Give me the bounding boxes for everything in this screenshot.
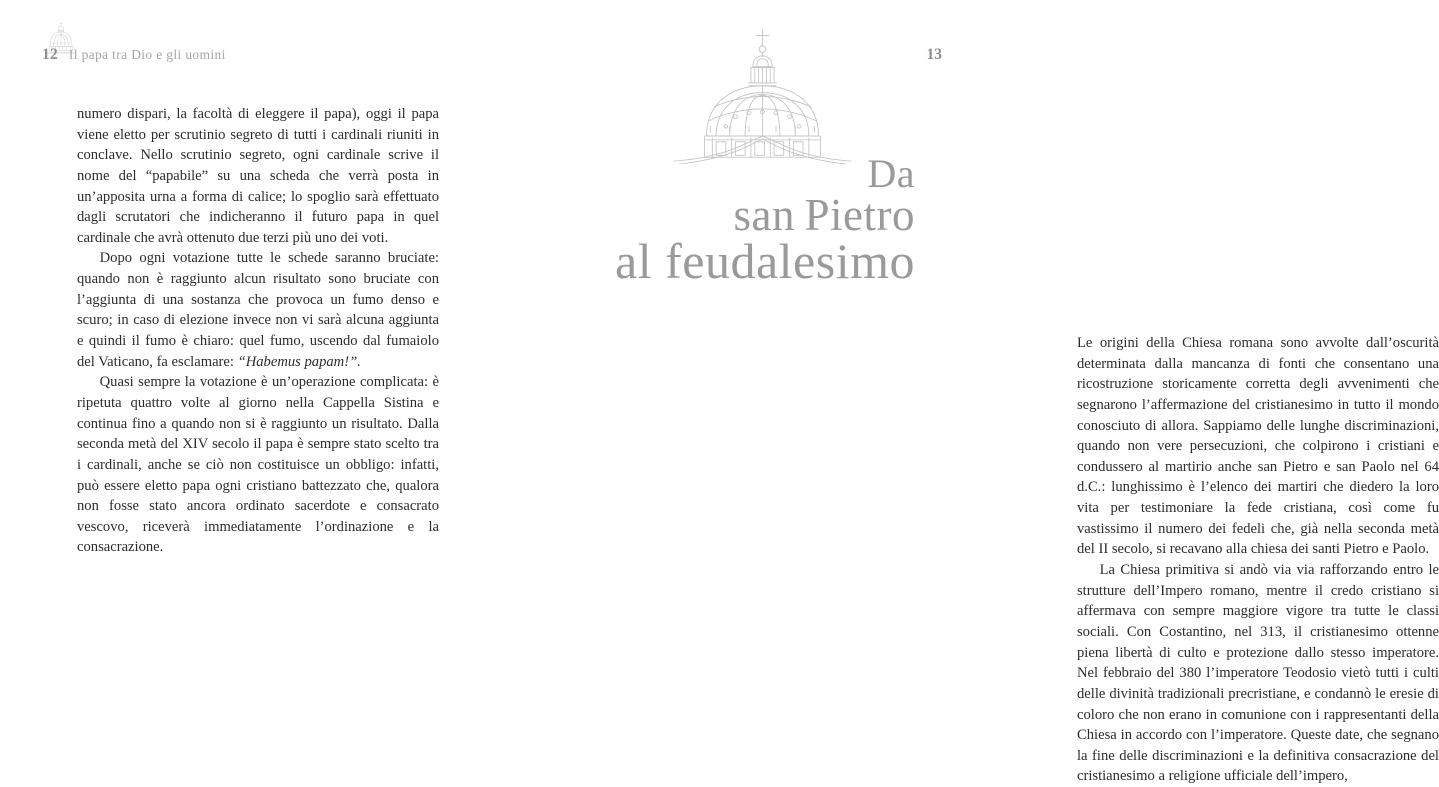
chapter-title-line-2: san Pietro bbox=[733, 189, 915, 240]
paragraph: Le origini della Chiesa romana sono avvolte dall’oscurità determinata dalla mancanza di fonti che consentano una ricostruzione storicamente corretta degli avvenimenti che segnarono l’affermazione del cristianesimo in tutto il mondo conosciuto di allora. Sappiamo delle lunghe discriminazioni, quando non vere persecuzioni, che colpirono i cristiani e condussero al martirio anche san Pietro e san Paolo nel 64 d.C.: lunghissimo è l’elenco dei martiri che diedero la loro vita per testimoniare la fede cristiana, così come fu vastissimo il numero dei fedeli che, già nella seconda metà del II secolo, si recavano alla chiesa dei santi Pietro e Paolo. bbox=[1077, 335, 1439, 558]
right-page bbox=[500, 0, 1439, 785]
body-text-right bbox=[1077, 333, 1439, 787]
chapter-title-line-1: Da bbox=[867, 151, 915, 196]
paragraph: La Chiesa primitiva si andò via via rafforzando entro le strutture dell’Impero romano, mentre il credo cristiano si affermava con sempre maggiore vigore tra tutte le classi sociali. Con Costantino, nel 313, il cristianesimo ottenne piena libertà di culto e protezione dallo stesso imperatore. Nel febbraio del 380 l’imperatore Teodosio vietò tutti i culti delle divinità tradizionali precristiane, e condannò le eresie di coloro che non erano in comunione con i rappresentanti della Chiesa in accordo con l’imperatore. Queste date, che segnano la fine delle discriminazioni e la definitiva consacrazione del cristianesimo a religione ufficiale dell’impero, bbox=[1077, 562, 1439, 785]
st-peters-dome-illustration bbox=[665, 24, 860, 164]
paragraph: Quasi sempre la votazione è un’operazione complicata: è ripetuta quattro volte al giorno nella Cappella Sistina e continua fino a quando non si è raggiunto un risultato. Dalla seconda metà del XIV secolo il papa è sempre stato scelto tra i cardinali, anche se ciò non costituisce un obbligo: infatti, può essere eletto papa ogni cristiano battezzato che, qualora non fosse stato ancora ordinato sacerdote e consacrato vescovo, riceverà immediatamente l’ordinazione e la consacrazione. bbox=[77, 374, 439, 556]
chapter-title bbox=[515, 151, 915, 290]
chapter-title-line-3: al feudalesimo bbox=[615, 233, 915, 290]
page-number-right: 13 bbox=[926, 46, 942, 63]
running-title-left: Il papa tra Dio e gli uomini bbox=[68, 47, 226, 62]
paragraph bbox=[77, 248, 439, 372]
running-head-left bbox=[42, 46, 226, 64]
page-number-left: 12 bbox=[42, 46, 58, 63]
latin-phrase: “Habemus papam!”. bbox=[237, 353, 361, 370]
left-page bbox=[0, 0, 500, 672]
paragraph: numero dispari, la facoltà di eleggere il papa), oggi il papa viene eletto per scrutinio segreto di tutti i cardinali riuniti in conclave. Nello scrutinio segreto, ogni cardinale scrive il nome del “papabile” su una scheda che verrà posta in un’apposita urna a forma di calice; lo spoglio sarà effettuato dagli scrutatori che indicheranno il futuro papa in quel cardinale che avrà ottenuto due terzi più uno dei voti. bbox=[77, 106, 439, 246]
paragraph-text: Dopo ogni votazione tutte le schede saranno bruciate: quando non è raggiunto alcun risultato sono bruciate con l’aggiunta di una sostanza che provoca un fumo denso e scuro; in caso di elezione invece non vi sarà alcuna aggiunta e quindi il fumo è chiaro: quel fumo, uscendo dal fumaiolo del Vaticano, fa esclamare: bbox=[77, 250, 439, 370]
body-text-left bbox=[77, 104, 439, 558]
